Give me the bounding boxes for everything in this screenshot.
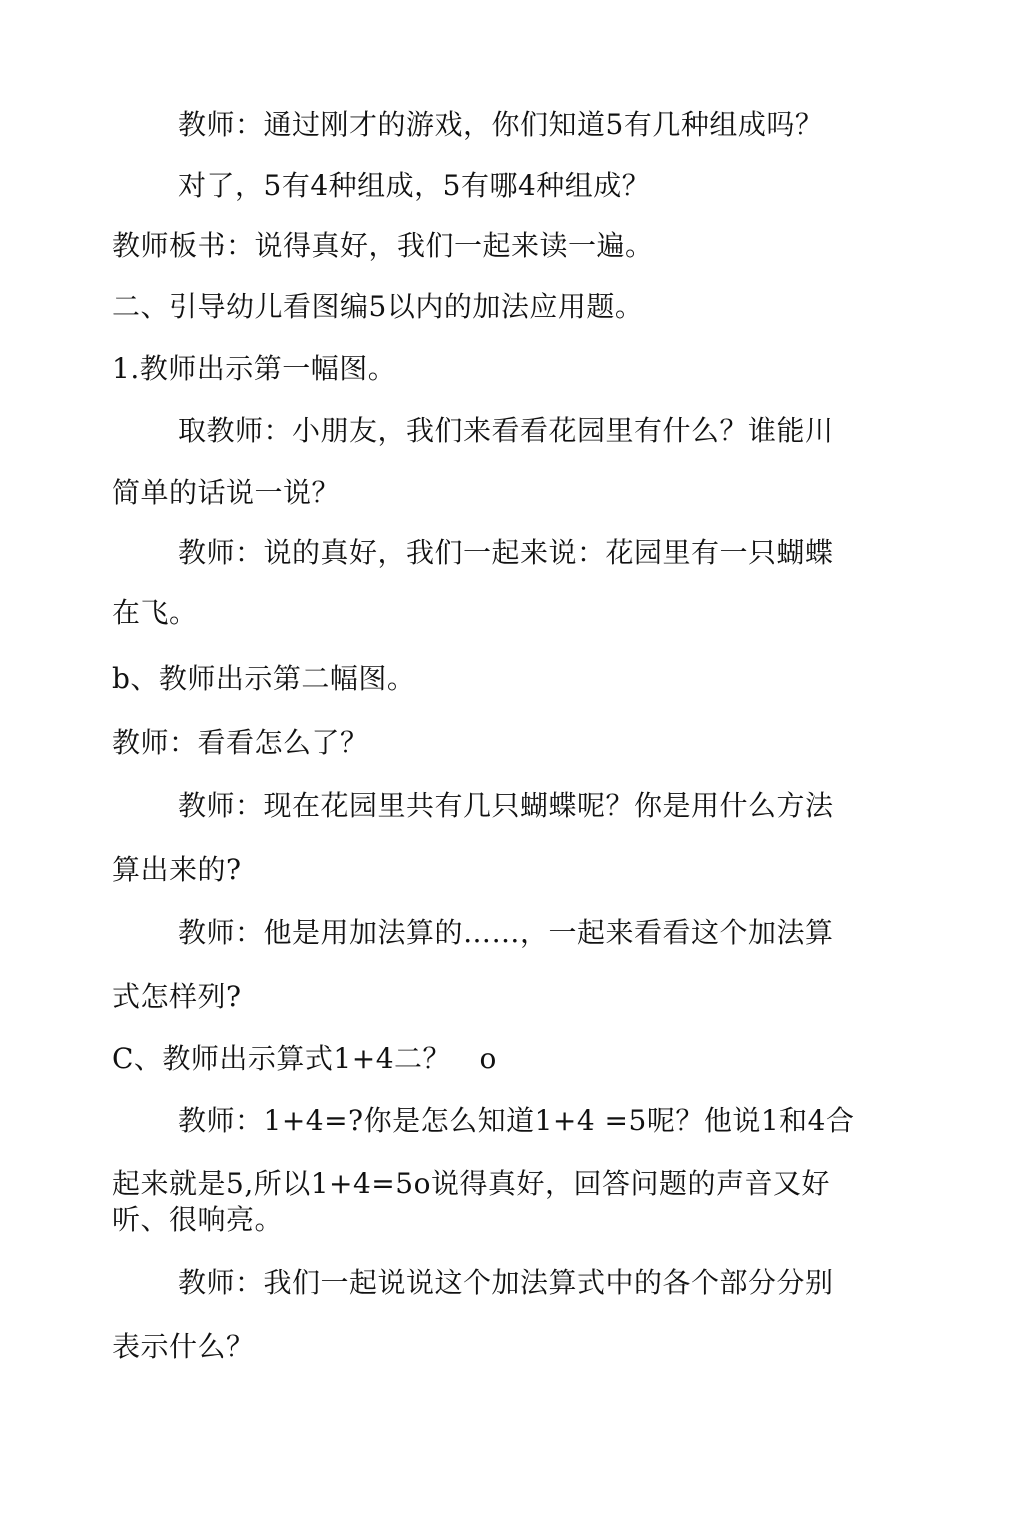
list-item: C、教师出示算式1+4二？ o [112, 1042, 497, 1075]
paragraph-line: 教师：我们一起说说这个加法算式中的各个部分分别 [178, 1266, 834, 1299]
paragraph-line: 教师：说的真好，我们一起来说：花园里有一只蝴蝶 [178, 536, 834, 569]
paragraph-line: 教师：现在花园里共有几只蝴蝶呢？你是用什么方法 [178, 789, 834, 822]
paragraph-line: 教师板书：说得真好，我们一起来读一遍。 [112, 229, 654, 262]
paragraph-line: 对了，5有4种组成，5有哪4种组成？ [178, 169, 651, 202]
paragraph-line: 在飞。 [112, 596, 198, 629]
paragraph-line: 教师：1+4=?你是怎么知道1+4 =5呢？他说1和4合 [178, 1104, 855, 1137]
list-item: 1.教师出示第一幅图。 [112, 352, 397, 385]
list-item: b、教师出示第二幅图。 [112, 662, 416, 695]
paragraph-line: 起来就是5,所以1+4=5o说得真好，回答问题的声音又好 [112, 1167, 830, 1200]
paragraph-line: 教师：通过刚才的游戏，你们知道5有几种组成吗？ [178, 108, 824, 141]
paragraph-line: 表示什么？ [112, 1330, 255, 1363]
paragraph-line: 式怎样列? [112, 980, 242, 1013]
section-heading: 二、引导幼儿看图编5以内的加法应用题。 [112, 290, 644, 323]
paragraph-line: 听、很响亮。 [112, 1203, 284, 1236]
paragraph-line: 算出来的? [112, 853, 242, 886]
paragraph-line: 教师：他是用加法算的……，一起来看看这个加法算 [178, 916, 834, 949]
paragraph-line: 教师：看看怎么了？ [112, 726, 369, 759]
paragraph-line: 简单的话说一说？ [112, 476, 341, 509]
paragraph-line: 取教师：小朋友，我们来看看花园里有什么？谁能川 [178, 414, 834, 447]
